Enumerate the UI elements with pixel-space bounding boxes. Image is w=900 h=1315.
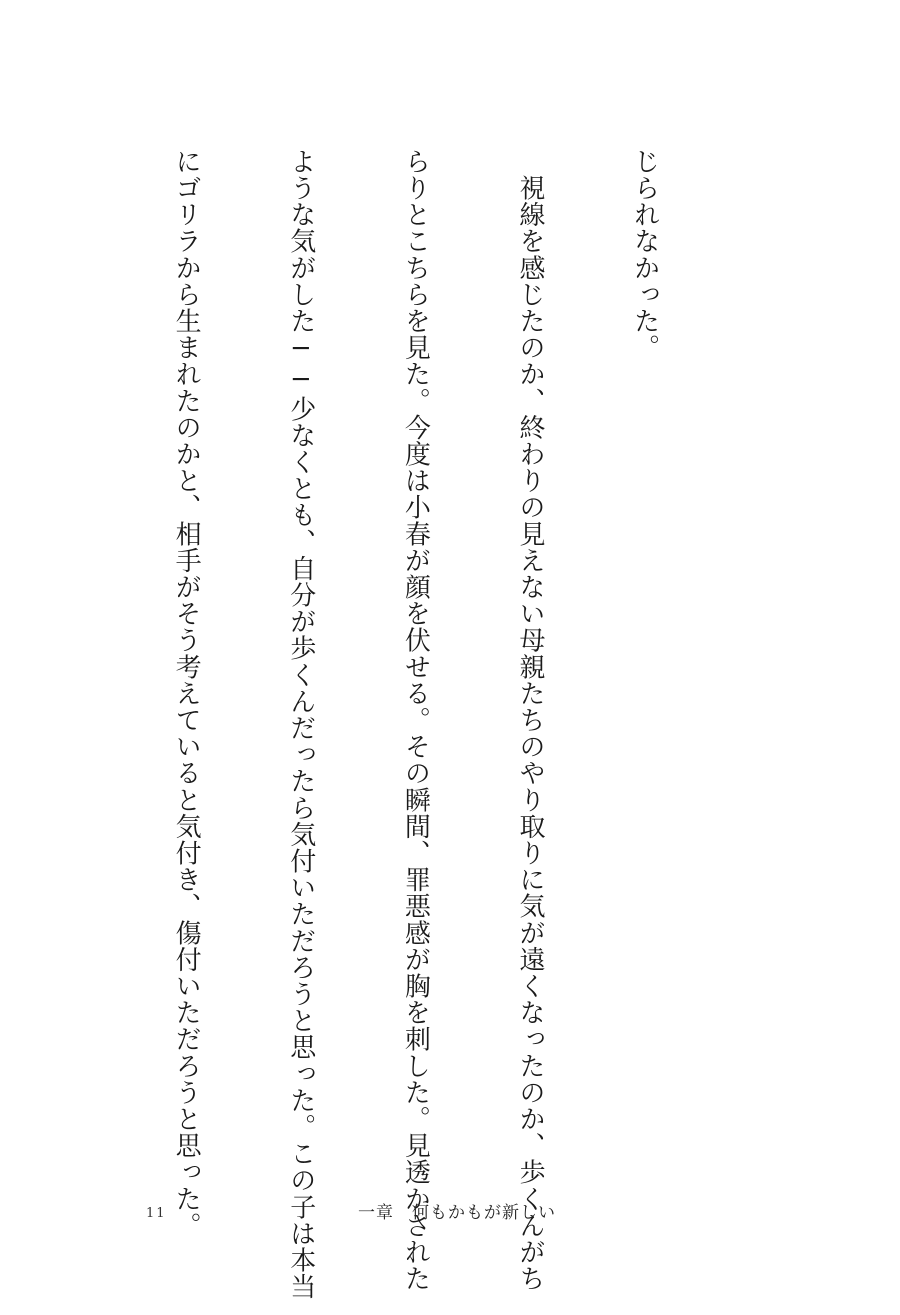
text-line: にゴリラから生まれたのかと、相手がそう考えていると気付き、傷付いただろうと思った。 (171, 148, 202, 1239)
text-line: じられなかった。 (629, 148, 660, 361)
page-number: 11 (146, 1206, 167, 1221)
text-line: らりとこちらを見た。今度は小春が顔を伏せる。その瞬間、罪悪感が胸を刺した。見透かされた (400, 148, 431, 1292)
blank-line (53, 148, 91, 1138)
text-line: 視線を感じたのか、終わりの見えない母親たちのやり取りに気が遠くなったのか、歩くんがち (514, 148, 545, 1292)
running-head: 一章 何もかもが新しい (358, 1203, 556, 1223)
text-line: ような気がした──少なくとも、自分が歩くんだったら気付いただろうと思った。この子は本当 (285, 148, 316, 1300)
